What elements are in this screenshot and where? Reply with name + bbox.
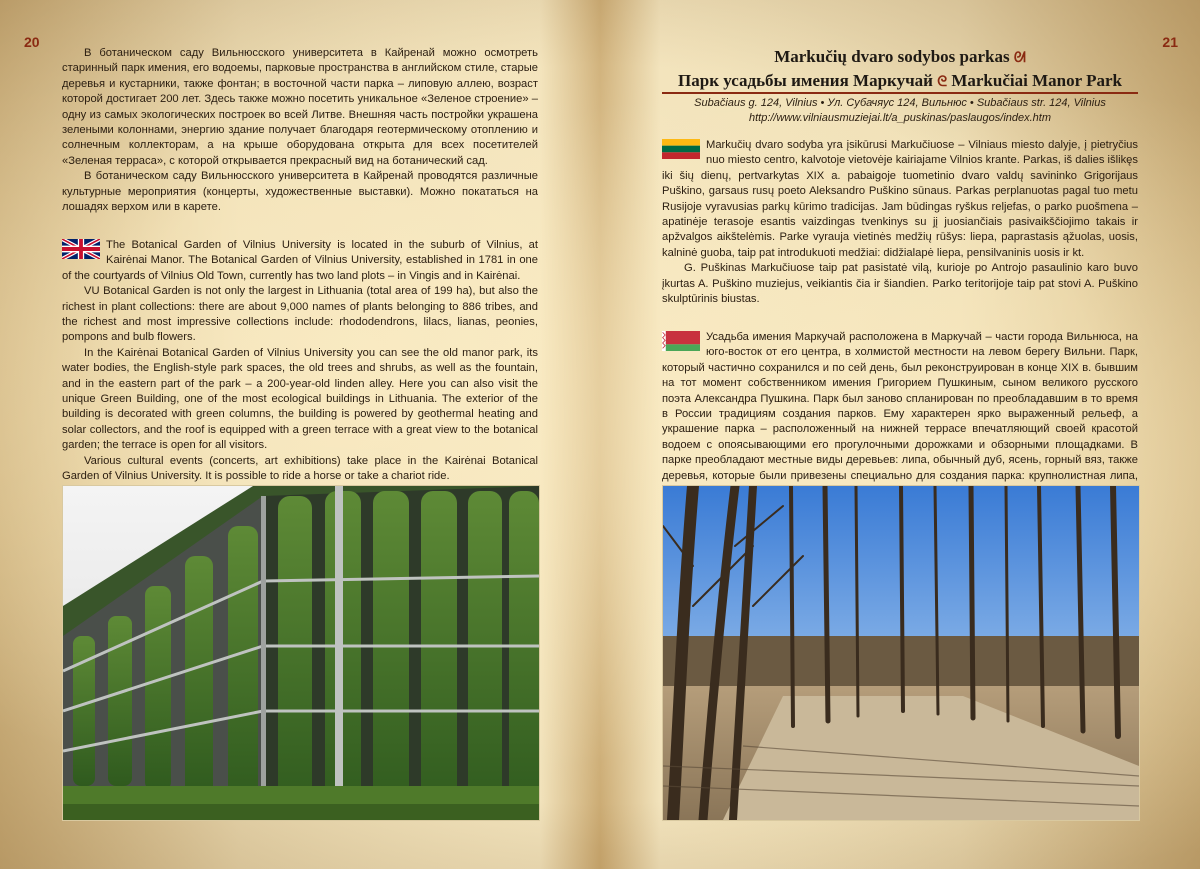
paragraph: Markučių dvaro sodyba yra įsikūrusi Markučiuose – Vilniaus miesto dalyje, į pietryčius nuo miesto centro, kalvotoje vietovėje kairiajame Vilnios krante. Parkas, iš dalies išlikęs iki šių dienų, pertvarkytas XIX a. pabaigoje tuometinio dvaro valdų savininko Grigorijaus Puškino, garsaus rusų poeto Aleksandro Puškino sūnaus. Parkas perplanuotas pagal tuo metu Rusijoje vyravusias parkų kūrimo tradicijas. Jam būdingas ryškus reljefas, o parko puošmena – apatinėje terasoje esantis vaizdingas tvenkinys su jį juosiančiais pasivaikščiojimo takais ir apžvalgos aikštelėmis. Parke vyrauja vietinės medžių rūšys: liepa, paprastasis ąžuolas, uosis, kalninė guoba, taip pat introdukuoti medžiai: didžialapė liepa, pensilvaninis uosis ir kt. [662,139,1138,259]
uk-flag-icon [62,239,100,259]
title-lithuanian: Markučių dvaro sodybos parkas [774,47,1010,66]
belarus-flag-icon [662,331,700,351]
paragraph: VU Botanical Garden is not only the largest in Lithuania (total area of 199 ha), but also the richest in plant collections: there are about 9,000 names of plants belonging to 886 tribes, and the richest and most impressive collections include: rhododendrons, lilacs, lianas, peonies, pompons and bulb flowers. [62,285,538,344]
right-lithuanian-text [662,138,1138,307]
article-title [662,46,1138,94]
paragraph: In the Kairėnai Botanical Garden of Vilnius University you can see the old manor park, its water bodies, the English-style park spaces, the old trees and shrubs, as well as the fountain, and in the eastern part of the park – a 200-year-old linden alley. Here you can also visit the unique Green Building, one of the most ecological buildings in Lithuania. The exterior of the building is decorated with green columns, the building is powered by geothermal heating and solar collectors, and the roof is equipped with a green terrace with a great view to the botanical garden; the terrace is open for all visitors. [62,346,538,452]
address-block [662,96,1138,126]
paragraph: Various cultural events (concerts, art exhibitions) take place in the Kairėnai Botanical Garden of Vilnius University. It is possible to ride a horse or take a chariot ride. [62,454,538,483]
website-link[interactable]: http://www.vilniausmuziejai.lt/a_puskinas/paslaugos/index.htm [748,112,1052,124]
left-russian-text [62,46,538,215]
page-number-left: 20 [24,34,40,50]
paragraph: В ботаническом саду Вильнюсского университета в Кайренай можно осмотреть старинный парк имения, его водоемы, парковые пространства в английском стиле, старые деревья и кустарники, также фонтан; в восточной части парка – липовую аллею, возраст которой достигает 200 лет. Здесь также можно посетить уникальное «Зеленое строение» – одну из самых экологических построек во всей Литве. Внешняя часть постройки украшена зелеными колоннами, энергию здание получает благодаря геотермическому отоплению и солнечным коллекторам, а на крыше оборудована открыта для всех посетителей «Зеленая терраса», с которой открывается прекрасный вид на ботанический сад. [62,47,538,167]
manor-park-photo [662,485,1140,821]
left-english-text [62,238,538,485]
title-russian: Парк усадьбы имения Маркучай [678,71,933,90]
paragraph: G. Puškinas Markučiuose taip pat pasistatė vilą, kurioje po Antrojo pasaulinio karo buvo įkurtas A. Puškino muziejus, veikiantis čia ir šiandien. Parko teritorijoje taip pat stovi A. Puškino skulptūrinis biustas. [662,262,1138,306]
right-russian-text [662,330,1138,499]
ornament-icon: ᘓ [937,75,948,90]
title-divider [662,92,1138,94]
paragraph: Усадьба имения Маркучай расположена в Маркучай – части города Вильнюса, на юго-восток от его центра, в холмистой местности на левом берегу Вильни. Парк, который частично сохранился и по сей день, был реконструирован в конце XIX в. бывшим на тот момент собственником имения Григорием Пушкиным, сыном великого русского поэта Александра Пушкина. Парк был заново спланирован по преобладавшим в то время в России традициям создания парков. Ему характерен ярко выраженный рельеф, а украшение парка – расположенный на нижней террасе впечатляющий своей красотой водоем с опоясывающими его прогулочными дорожками и обзорными площадками. В парке преобладают местные виды деревьев: липа, обычный дуб, ясень, горный вяз, также деревья, которые были привезены специально для создания парка: крупнолистная липа, [662,331,1138,482]
address-line: Subačiaus g. 124, Vilnius • Ул. Субачяус 124, Вильнюс • Subačiaus str. 124, Vilnius [694,97,1106,109]
paragraph: В ботаническом саду Вильнюсского университета в Кайренай проводятся различные культурные мероприятия (концерты, художественные выставки). Можно покататься на лошадях верхом или в карете. [62,170,538,214]
ornament-icon: ᘛ [1013,51,1026,66]
page-number-right: 21 [1162,34,1178,50]
title-english: Markučiai Manor Park [951,71,1122,90]
lithuania-flag-icon [662,139,700,159]
paragraph: The Botanical Garden of Vilnius University is located in the suburb of Vilnius, at Kairėnai Manor. The Botanical Garden of Vilnius University, established in 1781 in one of the courtyards of Vilnius Old Town, currently has two land plots – in Vingis and in Kairėnai. [62,239,538,282]
green-building-photo [62,485,540,821]
